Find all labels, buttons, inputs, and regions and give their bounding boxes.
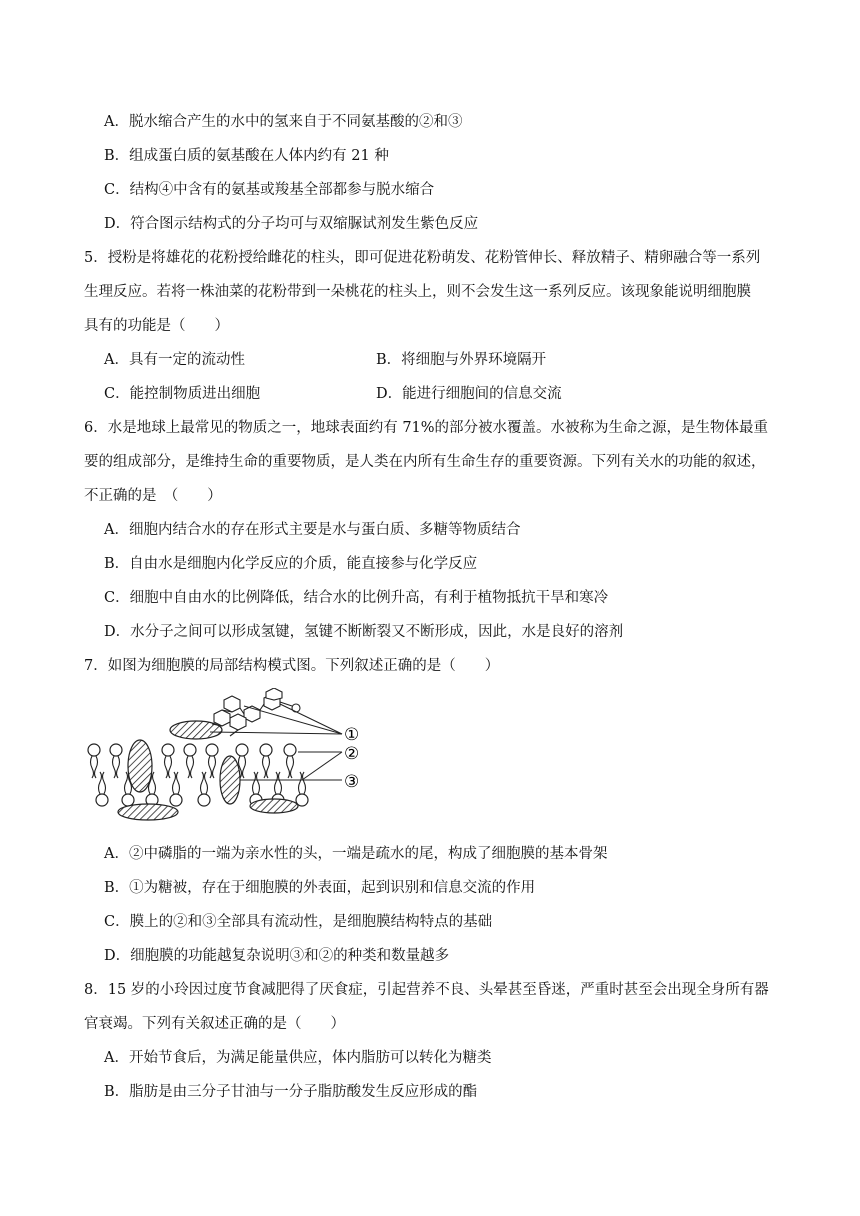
q5-option-b: B．将细胞与外界环境隔开 bbox=[376, 352, 547, 368]
q5-option-a: A．具有一定的流动性 bbox=[104, 352, 245, 368]
label-3: ③ bbox=[344, 772, 360, 792]
q4-option-d: D．符合图示结构式的分子均可与双缩脲试剂发生紫色反应 bbox=[104, 216, 479, 232]
q7-option-b: B．①为糖被，存在于细胞膜的外表面，起到识别和信息交流的作用 bbox=[104, 880, 536, 896]
q4-option-b: B．组成蛋白质的氨基酸在人体内约有 21 种 bbox=[104, 148, 389, 164]
q8-stem-line2: 官衰竭。下列有关叙述正确的是（ ） bbox=[84, 1016, 345, 1032]
q5-stem-line2: 生理反应。若将一株油菜的花粉带到一朵桃花的柱头上，则不会发生这一系列反应。该现象能说明细胞膜 bbox=[84, 284, 751, 300]
q5-stem-line3: 具有的功能是（ ） bbox=[84, 318, 229, 334]
q6-option-d: D．水分子之间可以形成氢键，氢键不断断裂又不断形成，因此，水是良好的溶剂 bbox=[104, 624, 624, 640]
q6-stem-line2: 要的组成部分，是维持生命的重要物质，是人类在内所有生命生存的重要资源。下列有关水的功能的叙述， bbox=[84, 454, 766, 470]
q6-option-a: A．细胞内结合水的存在形式主要是水与蛋白质、多糖等物质结合 bbox=[104, 522, 521, 538]
glycocalyx bbox=[212, 688, 300, 736]
q6-option-b: B．自由水是细胞内化学反应的介质，能直接参与化学反应 bbox=[104, 556, 478, 572]
q6-stem-line1: 6．水是地球上最常见的物质之一，地球表面约有 71%的部分被水覆盖。水被称为生命之源，是生物体最重 bbox=[84, 420, 769, 436]
q5-option-c: C．能控制物质进出细胞 bbox=[104, 386, 261, 402]
q6-option-c: C．细胞中自由水的比例降低，结合水的比例升高，有利于植物抵抗干旱和寒冷 bbox=[104, 590, 609, 606]
cell-membrane-diagram bbox=[80, 688, 380, 824]
q5-option-d: D．能进行细胞间的信息交流 bbox=[376, 386, 562, 402]
q8-option-a: A．开始节食后，为满足能量供应，体内脂肪可以转化为糖类 bbox=[104, 1050, 492, 1066]
q4-option-c: C．结构④中含有的氨基或羧基全部都参与脱水缩合 bbox=[104, 182, 435, 198]
q7-option-d: D．细胞膜的功能越复杂说明③和②的种类和数量越多 bbox=[104, 948, 450, 964]
q4-option-a: A．脱水缩合产生的水中的氢来自于不同氨基酸的②和③ bbox=[104, 114, 463, 130]
label-1: ① bbox=[344, 725, 360, 745]
q8-stem-line1: 8．15 岁的小玲因过度节食减肥得了厌食症，引起营养不良、头晕甚至昏迷，严重时甚至会出现全身所有器 bbox=[84, 982, 769, 998]
q7-stem: 7．如图为细胞膜的局部结构模式图。下列叙述正确的是（ ） bbox=[84, 658, 500, 674]
q6-stem-line3: 不正确的是 （ ） bbox=[84, 488, 222, 504]
label-2: ② bbox=[344, 744, 360, 764]
q5-stem-line1: 5．授粉是将雄花的花粉授给雌花的柱头，即可促进花粉萌发、花粉管伸长、释放精子、精卵融合等一系列 bbox=[84, 250, 761, 266]
phospholipid-upper-layer bbox=[88, 744, 296, 778]
q7-option-a: A．②中磷脂的一端为亲水性的头，一端是疏水的尾，构成了细胞膜的基本骨架 bbox=[104, 846, 608, 862]
q8-option-b: B．脂肪是由三分子甘油与一分子脂肪酸发生反应形成的酯 bbox=[104, 1084, 478, 1100]
q7-option-c: C．膜上的②和③全部具有流动性，是细胞膜结构特点的基础 bbox=[104, 914, 493, 930]
